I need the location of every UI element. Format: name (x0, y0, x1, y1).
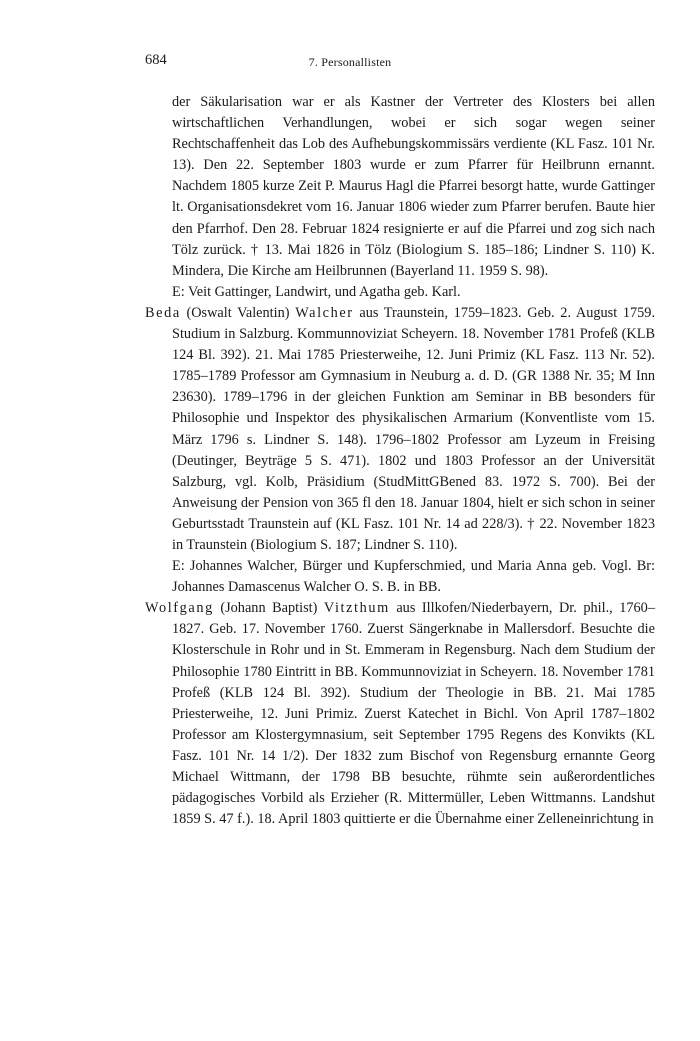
biography-entry-vitzthum (145, 598, 655, 830)
family-line: E: Veit Gattinger, Landwirt, und Agatha geb. Karl. (172, 283, 461, 300)
running-head: 7. Personallisten (308, 55, 392, 69)
continuation-paragraph: der Säkularisation war er als Kastner der Vertreter des Klosters bei allen wirtschaftlichen Verhandlungen, wobei er sich sogar wegen seiner Rechtschaffenheit das Lob des Aufhebungskommissärs verdiente (KL Fasz. 101 Nr. 13). Den 22. September 1803 wurde er zum Pfarrer für Heilbrunn ernannt. Nachdem 1805 kurze Zeit P. Maurus Hagl die Pfarrei besorgt hatte, wurde Gattinger lt. Organisationsdekret vom 16. Januar 1806 wieder zum Pfarrer berufen. Baute hier den Pfarrhof. Den 28. Februar 1824 resignierte er auf die Pfarrei und zog sich nach Tölz zurück. † 13. Mai 1826 in Tölz (Biologium S. 185–186; Lindner S. 110) K. Mindera, Die Kirche am Heilbrunnen (Bayerland 11. 1959 S. 98). (172, 94, 655, 279)
family-line: E: Johannes Walcher, Bürger und Kupferschmied, und Maria Anna geb. Vogl. Br: Johannes Damascenus Walcher O. S. B. in BB. (172, 558, 655, 596)
page-body (145, 92, 655, 830)
entry-text (145, 598, 655, 830)
entry-body: aus Traunstein, 1759–1823. Geb. 2. August 1759. Studium in Salzburg. Kommunnoviziat Scheyern. 18. November 1781 Profeß (KLB 124 Bl. 392). 21. Mai 1785 Priesterweihe, 12. Juni Primiz (KL Fasz. 113 Nr. 52). 1785–1789 Professor am Gymnasium in Neuburg a. d. D. (GR 1388 Nr. 35; M Inn 23630). 1789–1796 in der gleichen Funktion am Seminar in BB besonders für Philosophie und Inspektor des physikalischen Armarium (Konventliste vom 15. März 1796 s. Lindner S. 148). 1796–1802 Professor am Lyzeum in Freising (Deutinger, Beyträge 5 S. 471). 1802 und 1803 Professor an der Universität Salzburg, vgl. Kolb, Präsidium (StudMittGBened 83. 1972 S. 700). Bei der Anweisung der Pension von 365 fl den 18. Januar 1804, hielt er sich schon in seiner Geburtsstadt Traunstein auf (KL Fasz. 101 Nr. 14 ad 228/3). † 22. November 1823 in Traunstein (Biologium S. 187; Lindner S. 110). (172, 304, 656, 553)
baptismal-name: (Oswalt Valentin) (186, 304, 290, 321)
given-name: Wolfgang (145, 600, 214, 617)
biography-entry-walcher (145, 303, 655, 598)
surname: Vitzthum (323, 600, 390, 617)
surname: Walcher (295, 304, 354, 321)
entry-text (145, 303, 655, 556)
entry-body: aus Illkofen/Niederbayern, Dr. phil., 1760–1827. Geb. 17. November 1760. Zuerst Sängerknabe in Mallersdorf. Besuchte die Klosterschule in Rohr und in St. Emmeram in Regensburg. Nach dem Studium der Philosophie 1780 Eintritt in BB. Kommunnoviziat in Scheyern. 18. November 1781 Profeß (KLB 124 Bl. 392). Studium der Theologie in BB. 21. Mai 1785 Priesterweihe, 12. Juni Primiz. Zuerst Katechet in Bichl. Von April 1787–1802 Professor am Klostergymnasium, seit September 1795 Regens des Konvikts (KL Fasz. 101 Nr. 14 1/2). Der 1832 zum Bischof von Regensburg ernannte Georg Michael Wittmann, der 1798 BB besuchte, rühmte sein außerordentliches pädagogisches Vorbild als Erzieher (R. Mittermüller, Leben Wittmanns. Landshut 1859 S. 47 f.). 18. April 1803 quittierte er die Übernahme einer Zelleneinrichtung in (172, 600, 655, 828)
given-name: Beda (145, 304, 181, 321)
page-number: 684 (145, 52, 167, 68)
baptismal-name: (Johann Baptist) (220, 600, 318, 617)
